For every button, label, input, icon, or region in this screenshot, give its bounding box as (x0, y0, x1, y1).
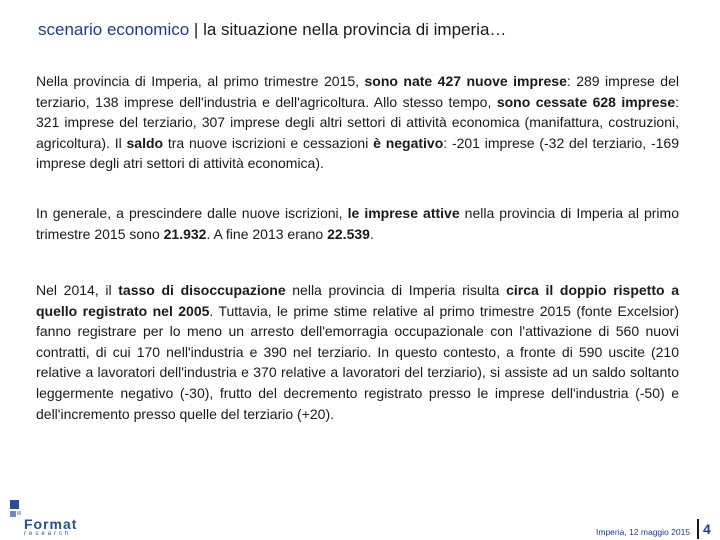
text-run: . Tuttavia, le prime stime relative al primo trimestre 2015 (fonte Excelsior) fanno registrare per lo meno un arresto dell'emorragia occupazionale con l'attivazione di 560 nuovi contratti, di cui 170 nell'industria e 390 nel terziario. In questo contesto, a fronte di 590 uscite (210 relative a lavoratori dell'industria e 370 relative a lavoratori del terziario), si assiste ad un saldo soltanto leggermente negativo (-30), frutto del decremento registrato presso le imprese dell'industria (-50) e dell'incremento presso quelle del terziario (+20). (36, 302, 679, 422)
text-run: nella provincia di Imperia al primo trimestre 2015 sono (36, 205, 679, 242)
logo-wordmark: Format (24, 516, 78, 532)
text-run: : 289 imprese del terziario, 138 imprese dell'industria e dell'agricoltura. Allo stesso tempo, (36, 73, 679, 110)
bold-run: 21.932 (163, 225, 207, 242)
logo-subtitle: research (24, 531, 72, 537)
text-run: tra nuove iscrizioni e cessazioni (163, 134, 374, 151)
bold-run: tasso di disoccupazione (118, 282, 286, 298)
bold-run: 22.539 (327, 225, 370, 242)
title-topic: la situazione nella provincia di imperia… (203, 20, 507, 39)
title-section: scenario economico (38, 20, 190, 39)
text-run: Nella provincia di Imperia, al primo trimestre 2015, (36, 73, 365, 89)
bold-run: sono nate 427 nuove imprese (364, 73, 567, 89)
page-title (38, 20, 506, 40)
bold-run: sono cessate 628 imprese (496, 93, 676, 110)
paragraph-active-businesses (36, 203, 679, 244)
bold-run: saldo (126, 134, 164, 151)
text-run: . (369, 225, 374, 242)
text-run: Nel 2014, il (36, 282, 119, 298)
bold-run: circa il doppio rispetto a quello registrato nel 2005 (36, 282, 679, 319)
paragraph-business-births-deaths (36, 71, 679, 174)
text-run: . A fine 2013 erano (206, 225, 328, 242)
footer-location-date: Imperia, 12 maggio 2015 (596, 527, 691, 537)
footer-divider (697, 519, 699, 539)
title-separator: | (189, 20, 204, 39)
text-run: : 321 imprese del terziario, 307 imprese degli altri settori di attività economica (manifattura, costruzioni, agricoltura). Il (36, 93, 679, 151)
bold-run: le imprese attive (347, 205, 460, 221)
text-run: In generale, a prescindere dalle nuove iscrizioni, (36, 205, 348, 221)
page-number: 4 (703, 521, 711, 537)
text-run: nella provincia di Imperia risulta (285, 282, 507, 298)
bold-run: è negativo (373, 134, 444, 151)
paragraph-unemployment (36, 280, 679, 424)
text-run: : -201 imprese (-32 del terziario, -169 imprese degli atri settori di attività economica). (36, 134, 679, 172)
